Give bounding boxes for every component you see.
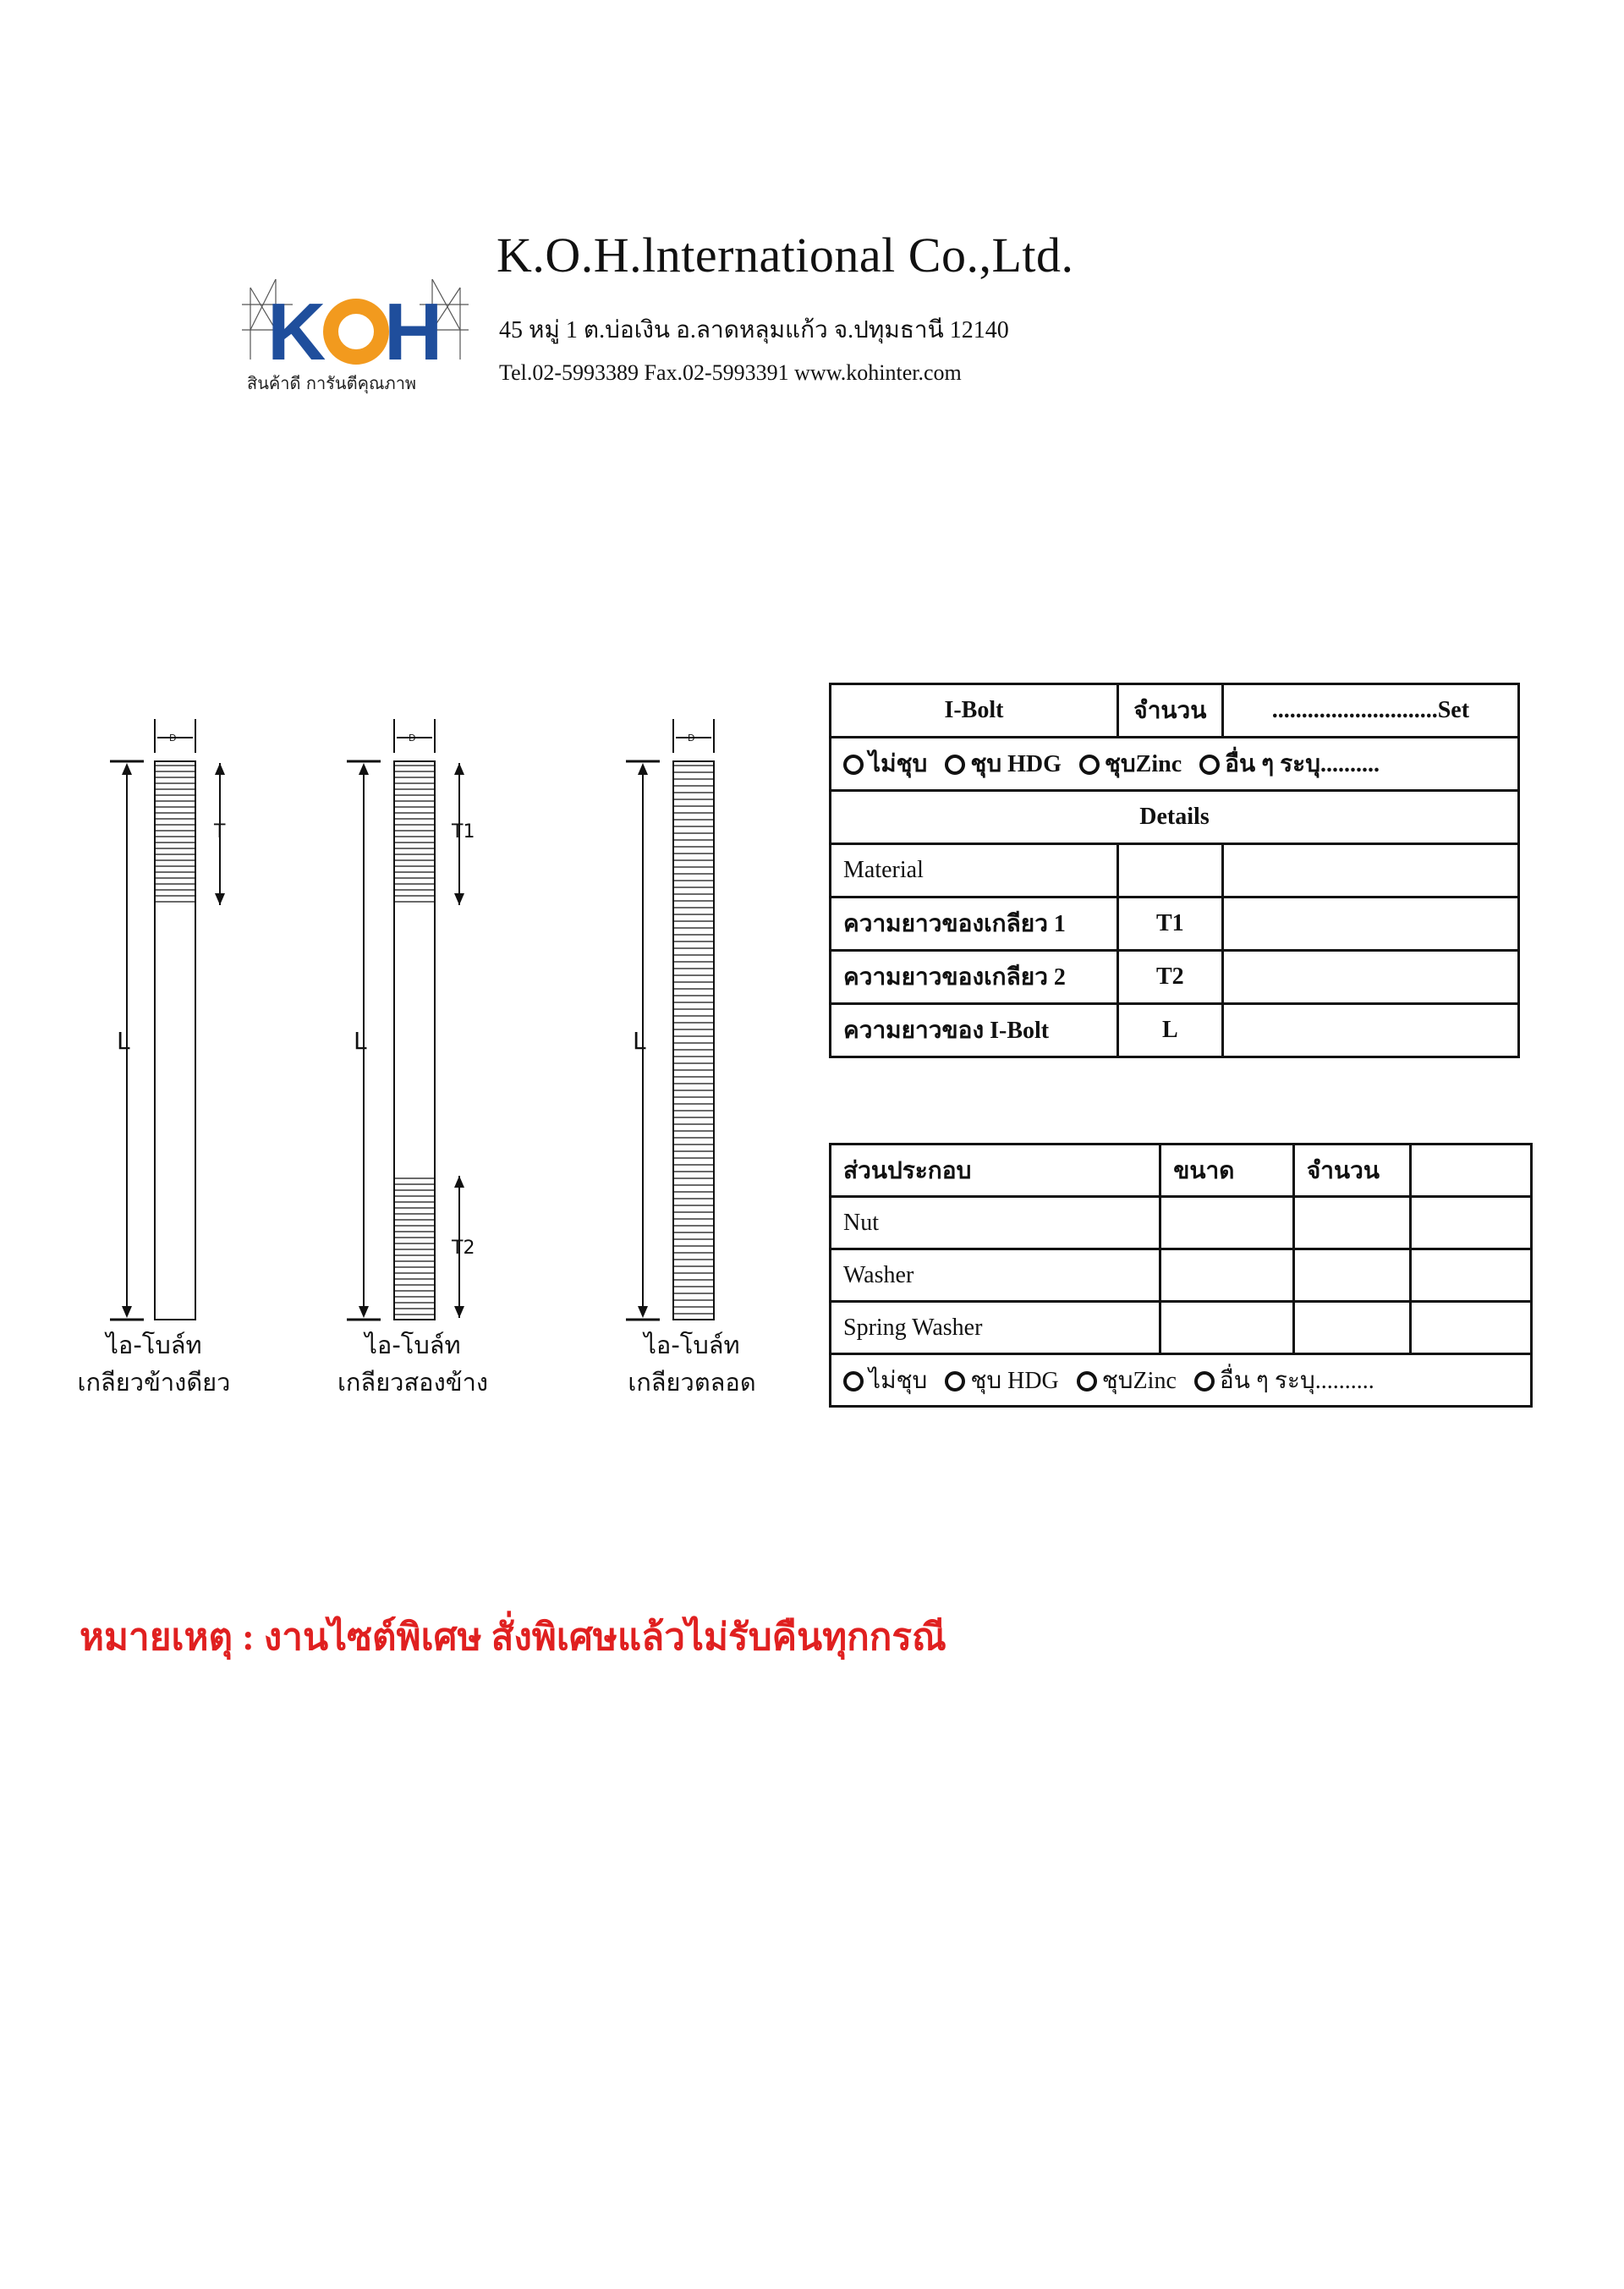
option-zinc[interactable]: ชุบZinc [1079,751,1182,777]
svg-text:L: L [633,1027,646,1055]
svg-text:L: L [354,1027,367,1055]
row-value-field[interactable] [1222,1004,1518,1057]
row-label: ความยาวของเกลียว 2 [831,951,1118,1004]
table-row [831,1302,1532,1354]
part-size-field[interactable] [1160,1197,1294,1249]
table-row [831,897,1519,951]
row-value-field[interactable] [1222,844,1518,897]
row-code: L [1117,1004,1222,1057]
qty-field[interactable]: ............................Set [1222,684,1518,738]
svg-text:L: L [117,1027,130,1055]
row-code [1117,844,1222,897]
radio-icon[interactable] [1077,1371,1097,1392]
row-label: ความยาวของ I-Bolt [831,1004,1118,1057]
option-other[interactable]: อื่น ๆ ระบุ.......... [1194,1368,1374,1394]
option-hdg[interactable]: ชุบ HDG [945,751,1062,777]
svg-text:T: T [214,821,226,843]
radio-icon[interactable] [945,755,965,775]
radio-icon[interactable] [945,1371,965,1392]
part-name: Spring Washer [831,1302,1160,1354]
ibolt-single-thread-diagram [102,719,271,1337]
company-name: K.O.H.lnternational Co.,Ltd. [497,228,1074,283]
part-size-field[interactable] [1160,1249,1294,1302]
row-value-field[interactable] [1222,951,1518,1004]
ibolt-spec-table [829,683,1520,1058]
logo-tagline: สินค้าดี การันตีคุณภาพ [247,373,417,393]
svg-text:H: H [384,287,443,377]
spec-title: I-Bolt [831,684,1118,738]
company-address: 45 หมู่ 1 ต.บ่อเงิน อ.ลาดหลุมแก้ว จ.ปทุมธานี 12140 [499,317,1009,343]
diagram-3-label: ไอ-โบล์ท เกลียวตลอด [628,1331,756,1397]
option-no-plating[interactable]: ไม่ชุบ [843,751,927,777]
radio-icon[interactable] [1199,755,1220,775]
qty-label: จำนวน [1117,684,1222,738]
part-qty-field[interactable] [1293,1197,1410,1249]
parts-header-size: ขนาด [1160,1144,1294,1197]
table-row [831,1004,1519,1057]
option-hdg[interactable]: ชุบ HDG [945,1368,1058,1394]
svg-text:T1: T1 [452,821,475,843]
option-no-plating[interactable]: ไม่ชุบ [843,1368,927,1394]
finish-options [831,738,1519,791]
diagram-2-label: ไอ-โบล์ท เกลียวสองข้าง [337,1331,489,1397]
parts-table [829,1143,1533,1408]
remark-note: หมายเหตุ : งานไซต์พิเศษ สั่งพิเศษแล้วไม่รับคืนทุกกรณี [80,1617,946,1658]
svg-text:T2: T2 [452,1238,475,1259]
part-qty-field[interactable] [1293,1302,1410,1354]
row-label: ความยาวของเกลียว 1 [831,897,1118,951]
company-contact: Tel.02-5993389 Fax.02-5993391 www.kohinter.com [499,360,962,385]
svg-text:D: D [688,733,695,744]
radio-icon[interactable] [843,1371,864,1392]
svg-text:D: D [169,733,177,744]
row-label: Material [831,844,1118,897]
row-code: T1 [1117,897,1222,951]
row-code: T2 [1117,951,1222,1004]
part-qty-field[interactable] [1293,1249,1410,1302]
parts-header-blank [1410,1144,1531,1197]
company-logo [242,279,469,398]
row-value-field[interactable] [1222,897,1518,951]
part-name: Washer [831,1249,1160,1302]
ibolt-full-thread-diagram [617,719,753,1337]
part-extra-field[interactable] [1410,1249,1531,1302]
table-row [831,844,1519,897]
parts-finish-options [831,1354,1532,1407]
radio-icon[interactable] [1079,755,1100,775]
part-extra-field[interactable] [1410,1302,1531,1354]
table-row [831,1249,1532,1302]
parts-header-qty: จำนวน [1293,1144,1410,1197]
svg-text:K: K [267,287,326,377]
part-size-field[interactable] [1160,1302,1294,1354]
table-row [831,1197,1532,1249]
ibolt-double-thread-diagram [338,719,508,1337]
option-other[interactable]: อื่น ๆ ระบุ.......... [1199,751,1380,777]
part-name: Nut [831,1197,1160,1249]
radio-icon[interactable] [1194,1371,1215,1392]
part-extra-field[interactable] [1410,1197,1531,1249]
svg-text:D: D [409,733,416,744]
table-row [831,951,1519,1004]
details-header: Details [831,791,1519,844]
radio-icon[interactable] [843,755,864,775]
option-zinc[interactable]: ชุบZinc [1077,1368,1177,1394]
parts-header-component: ส่วนประกอบ [831,1144,1160,1197]
diagram-1-label: ไอ-โบล์ท เกลียวข้างดียว [77,1331,231,1397]
